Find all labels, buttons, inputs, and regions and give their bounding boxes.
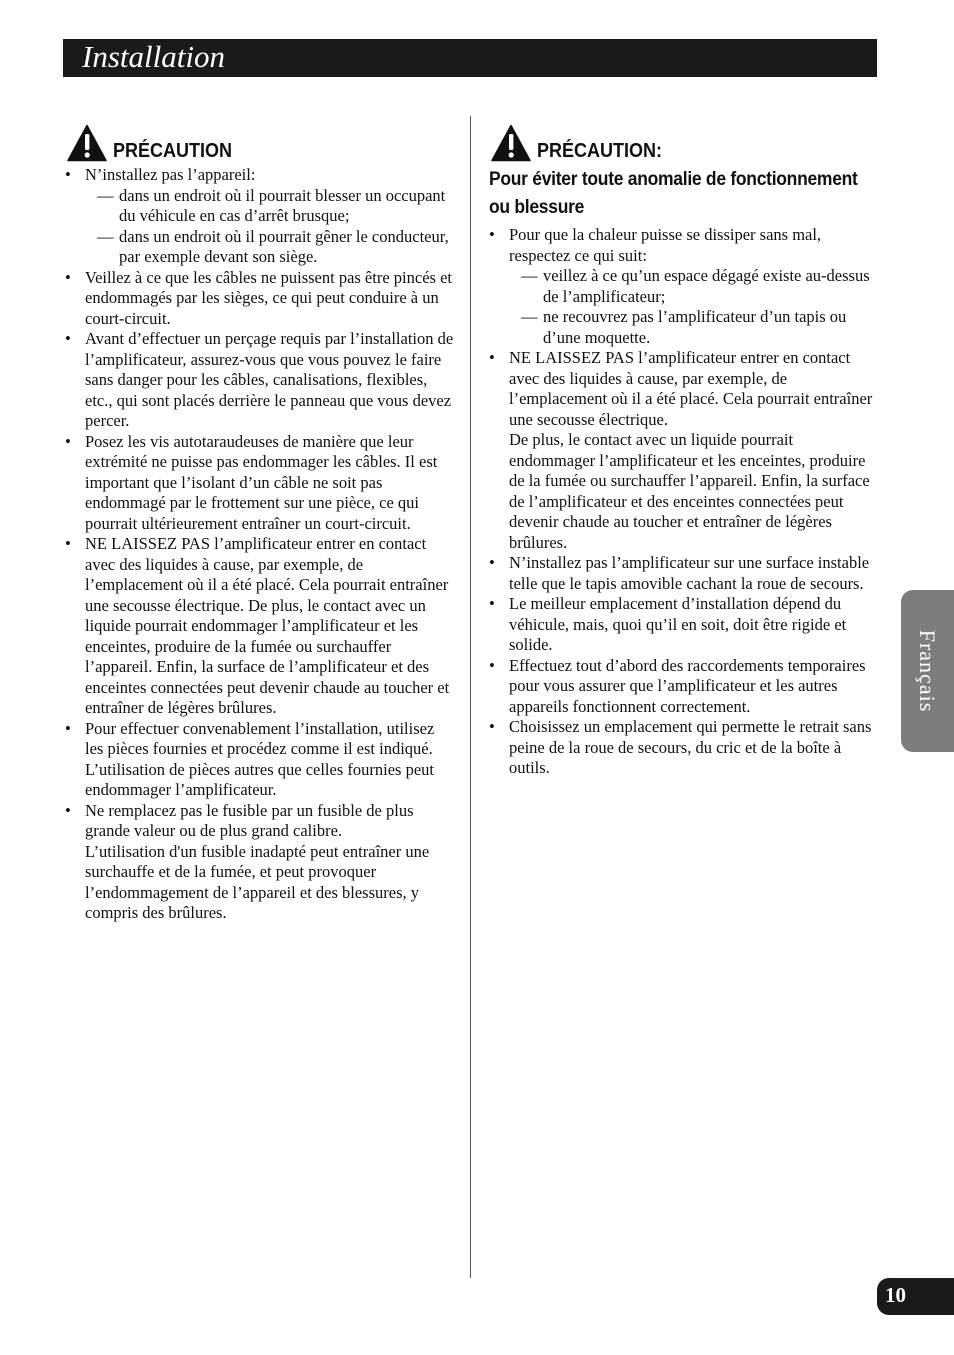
list-item	[63, 719, 455, 801]
left-caution-header	[67, 120, 455, 162]
right-column	[487, 120, 879, 779]
list-item	[63, 268, 455, 330]
dash-text: veillez à ce qu’un espace dégagé existe au-dessus de l’amplificateur;	[543, 266, 870, 306]
left-caution-title: PRÉCAUTION	[113, 140, 233, 162]
item-text: Posez les vis autotaraudeuses de manière que leur extrémité ne puisse pas endommager les câbles. Il est important que l’isolant d’un câble ne soit pas endommagé par le frottement sur une pièce, ce qui pourrait ultérieurement entraîner un court-circuit.	[85, 431, 438, 533]
right-subheading: Pour éviter toute anomalie de fonctionnement ou blessure	[489, 169, 858, 218]
list-item	[487, 594, 879, 656]
dash-text: dans un endroit où il pourrait blesser un occupant du véhicule en cas d’arrêt brusque;	[119, 185, 446, 225]
list-item	[63, 329, 455, 432]
item-text: NE LAISSEZ PAS l’amplificateur entrer en contact avec des liquides à cause, par exemple, de l’emplacement où il a été placé. Cela pourrait entraîner une secousse électrique. De plus, le contact avec un liquide pourrait endommager l’amplificateur et les enceintes, produire de la fumée ou surchauffer l’appareil. Enfin, la surface de l’amplificateur et des enceintes connectées peut devenir chaude au toucher et entraîner de légères brûlures.	[85, 534, 450, 717]
warning-icon	[67, 124, 107, 162]
item-text: Effectuez tout d’abord des raccordements temporaires pour vous assurer que l’amplificateur et les autres appareils fonctionnent correctement.	[509, 655, 866, 716]
list-item	[63, 432, 455, 535]
list-item	[487, 225, 879, 348]
right-caution-header	[491, 120, 879, 162]
right-caution-title: PRÉCAUTION:	[537, 140, 663, 162]
list-item	[487, 348, 879, 553]
item-extra-text: L’utilisation d'un fusible inadapté peut entraîner une surchauffe et de la fumée, et peut provoquer l’endommagement de l’appareil et des blessures, y compris des brûlures.	[85, 841, 430, 922]
right-list	[487, 225, 879, 779]
item-text: Avant d’effectuer un perçage requis par l’installation de l’amplificateur, assurez-vous que vous pouvez le faire sans danger pour les câbles, canalisations, flexibles, etc., qui sont placés derrière le panneau que vous devez percer.	[85, 329, 454, 430]
header-bar	[63, 39, 877, 77]
list-item	[63, 165, 455, 268]
page-number: 10	[885, 1283, 906, 1307]
language-tab-label: Français	[915, 629, 940, 713]
item-text: Le meilleur emplacement d’installation dépend du véhicule, mais, quoi qu’il en soit, doit être rigide et solide.	[509, 594, 847, 654]
dash-text: dans un endroit où il pourrait gêner le conducteur, par exemple devant son siège.	[119, 226, 449, 266]
warning-icon	[491, 124, 531, 162]
dash-item: — ne recouvrez pas l’amplificateur d’un tapis ou d’une moquette.	[521, 307, 847, 347]
item-text: Veillez à ce que les câbles ne puissent pas être pincés et endommagés par les sièges, ce qui peut conduire à un court-circuit.	[85, 267, 452, 328]
dash-text: ne recouvrez pas l’amplificateur d’un tapis ou d’une moquette.	[543, 307, 847, 347]
list-item	[63, 534, 455, 719]
list-item	[487, 717, 879, 779]
dash-item: — veillez à ce qu’un espace dégagé existe au-dessus de l’amplificateur;	[521, 266, 870, 306]
dash-item: — dans un endroit où il pourrait gêner le conducteur, par exemple devant son siège.	[97, 226, 449, 266]
page-title: Installation	[82, 39, 225, 74]
list-item	[487, 656, 879, 718]
dash-item: — dans un endroit où il pourrait blesser un occupant du véhicule en cas d’arrêt brusque;	[97, 185, 446, 225]
item-text: Choisissez un emplacement qui permette le retrait sans peine de la roue de secours, du cric et de la boîte à outils.	[509, 717, 872, 777]
left-list	[63, 165, 455, 924]
item-extra-text: De plus, le contact avec un liquide pourrait endommager l’amplificateur et les enceintes, produire de la fumée ou surchauffer l’appareil. Enfin, la surface de l’amplificateur et des enceintes connectées peut devenir chaude au toucher et entraîner de légères brûlures.	[509, 430, 870, 552]
column-divider	[470, 116, 471, 1278]
item-text: Pour effectuer convenablement l’installation, utilisez les pièces fournies et procédez comme il est indiqué. L’utilisation de pièces autres que celles fournies peut endommager l’amplificateur.	[85, 718, 435, 799]
left-column	[63, 120, 455, 924]
item-text: Ne remplacez pas le fusible par un fusible de plus grande valeur ou de plus grand calibre.	[85, 800, 414, 840]
item-text: N’installez pas l’appareil:	[85, 165, 256, 184]
item-text: Pour que la chaleur puisse se dissiper sans mal, respectez ce qui suit:	[509, 225, 822, 265]
page-number-badge	[877, 1278, 954, 1315]
item-text: NE LAISSEZ PAS l’amplificateur entrer en contact avec des liquides à cause, par exemple, de l’emplacement où il a été placé. Cela pourrait entraîner une secousse électrique.	[509, 348, 873, 429]
language-tab	[901, 590, 954, 752]
list-item	[63, 801, 455, 924]
list-item	[487, 553, 879, 594]
item-text: N’installez pas l’amplificateur sur une surface instable telle que le tapis amovible cachant la roue de secours.	[509, 553, 870, 593]
